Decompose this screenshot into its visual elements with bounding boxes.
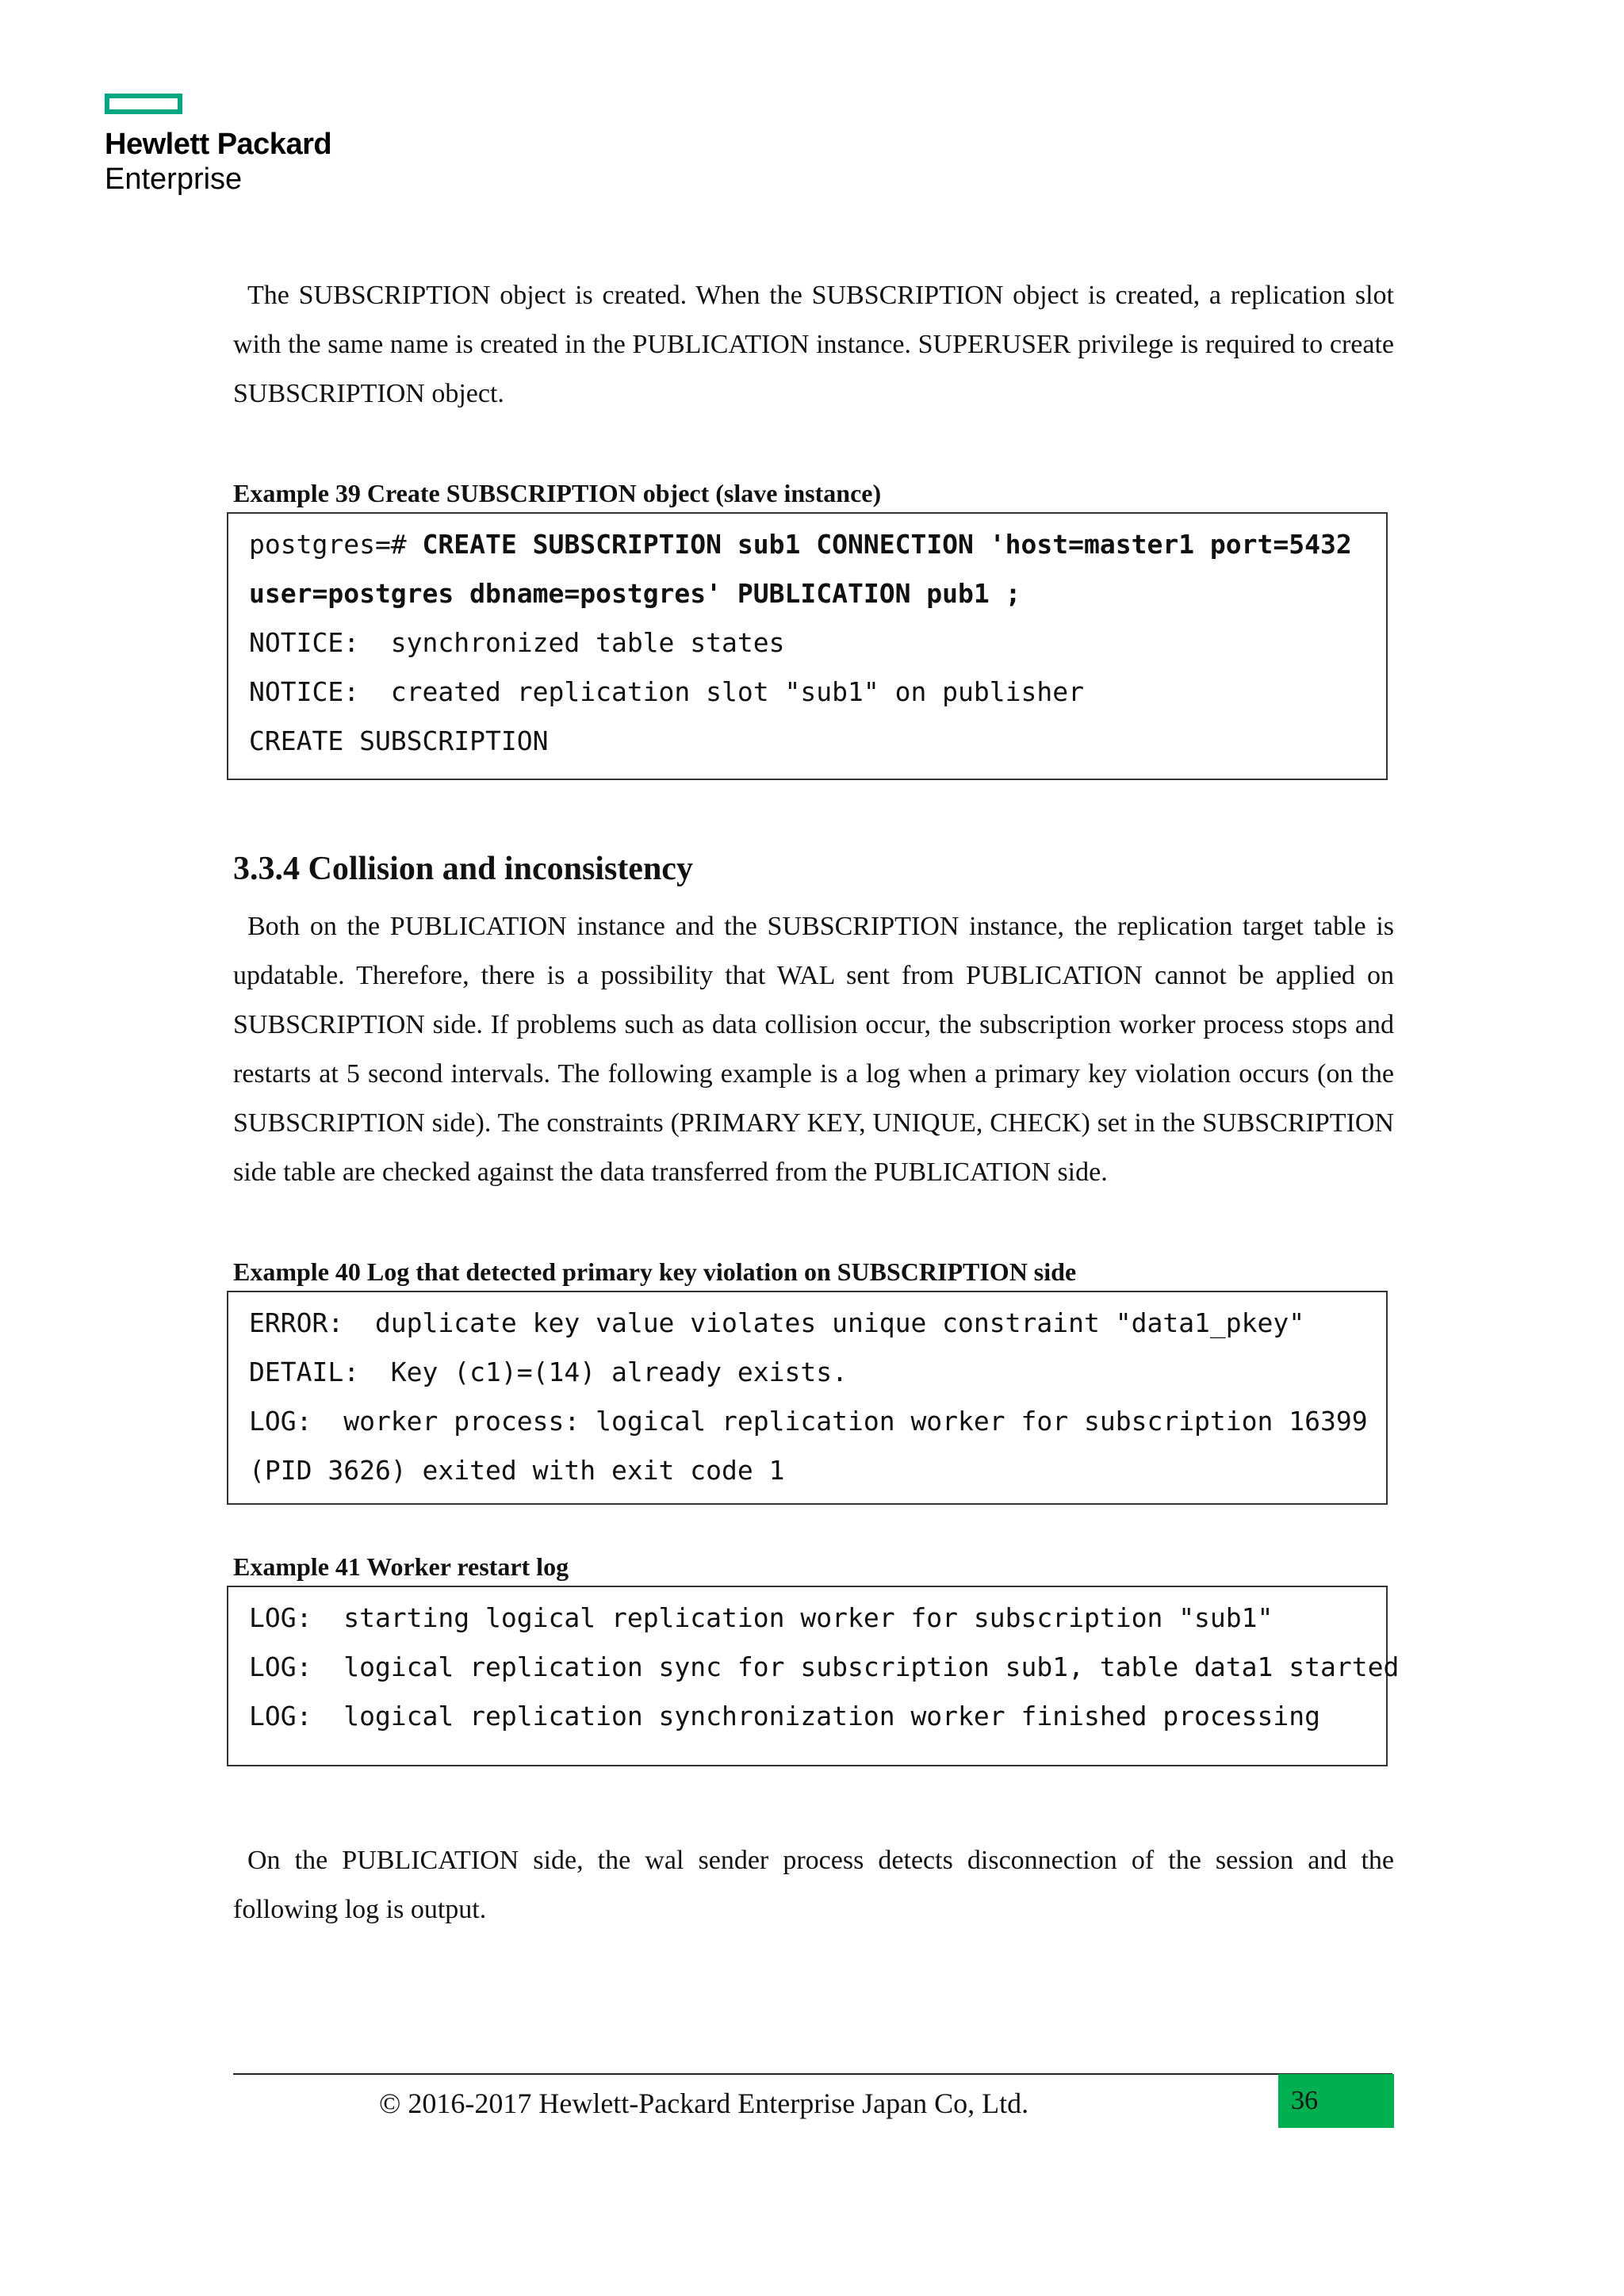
company-logo — [105, 94, 358, 197]
logo-text-line1: Hewlett Packard — [105, 128, 332, 161]
example-41-code-block — [227, 1586, 1400, 1766]
code-line: postgres=# CREATE SUBSCRIPTION sub1 CONNECTION 'host=master1 port=5432 — [249, 529, 1352, 560]
intro-paragraph: The SUBSCRIPTION object is created. When the SUBSCRIPTION object is created, a replication slot with the same name is created in the PUBLICATION instance. SUPERUSER privilege is required to create SUBSCRIPTION object. — [233, 281, 1394, 408]
section-heading: 3.3.4 Collision and inconsistency — [233, 851, 693, 887]
example-40-code-block — [227, 1291, 1388, 1505]
footer-copyright: © 2016-2017 Hewlett-Packard Enterprise Japan Co, Ltd. — [379, 2087, 1029, 2119]
page-number: 36 — [1278, 2074, 1394, 2128]
example-39-code-block — [227, 512, 1388, 780]
code-line: NOTICE: created replication slot "sub1" on publisher — [249, 676, 1084, 707]
code-line: LOG: logical replication synchronization worker finished processing — [249, 1701, 1321, 1732]
example-39-caption: Example 39 Create SUBSCRIPTION object (slave instance) — [233, 479, 882, 507]
closing-paragraph: On the PUBLICATION side, the wal sender process detects disconnection of the session and the following log is output. — [233, 1846, 1394, 1924]
section-paragraph: Both on the PUBLICATION instance and the SUBSCRIPTION instance, the replication target table is updatable. Therefore, there is a possibility that WAL sent from PUBLICATION cannot be applied on SUBSCRIPTION side. If problems such as data collision occur, the subscription worker process stops and restarts at 5 second intervals. The following example is a log when a primary key violation occurs (on the SUBSCRIPTION side). The constraints (PRIMARY KEY, UNIQUE, CHECK) set in the SUBSCRIPTION side table are checked against the data transferred from the PUBLICATION side. — [233, 912, 1394, 1187]
code-line: CREATE SUBSCRIPTION — [249, 725, 549, 756]
code-line: DETAIL: Key (c1)=(14) already exists. — [249, 1357, 848, 1387]
code-line: LOG: worker process: logical replication worker for subscription 16399 — [249, 1406, 1368, 1437]
code-line: NOTICE: synchronized table states — [249, 627, 785, 658]
example-41-caption: Example 41 Worker restart log — [233, 1552, 569, 1581]
footer-divider — [233, 2073, 1392, 2075]
logo-text-line2: Enterprise — [105, 163, 243, 196]
example-40-caption: Example 40 Log that detected primary key violation on SUBSCRIPTION side — [233, 1257, 1077, 1286]
code-line: LOG: starting logical replication worker for subscription "sub1" — [249, 1602, 1274, 1633]
logo-element-icon — [105, 94, 182, 114]
code-line: LOG: logical replication sync for subscription sub1, table data1 started — [249, 1651, 1400, 1682]
code-line: user=postgres dbname=postgres' PUBLICATION pub1 ; — [249, 578, 1021, 609]
code-line: ERROR: duplicate key value violates unique constraint "data1_pkey" — [249, 1307, 1305, 1338]
code-line: (PID 3626) exited with exit code 1 — [249, 1455, 785, 1486]
